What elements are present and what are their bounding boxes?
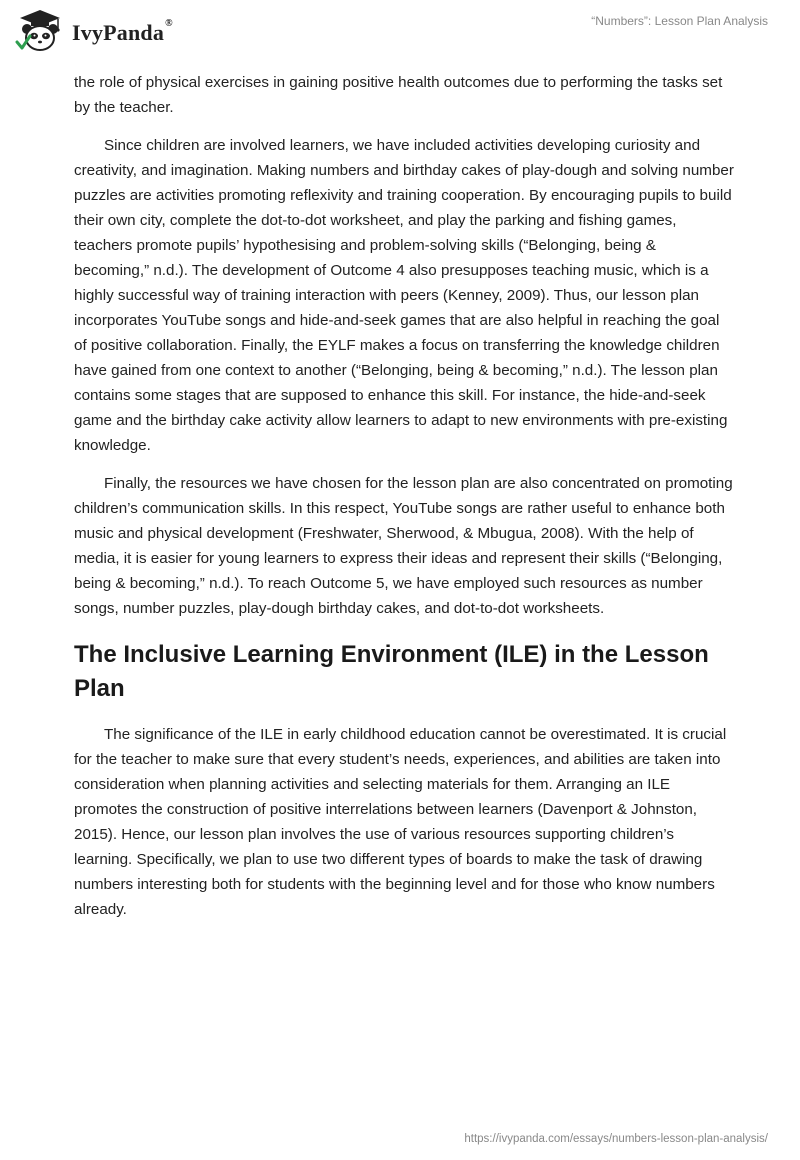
paragraph-continuation: the role of physical exercises in gaining positive health outcomes due to performing the tasks set by the teacher. [74,74,723,116]
document-title: “Numbers”: Lesson Plan Analysis [591,14,768,28]
panda-graduate-icon [14,8,66,54]
page-header [0,0,800,60]
paragraph-resources: Finally, the resources we have chosen for the lesson plan are also concentrated on promoting children’s communication skills. In this respect, YouTube songs are rather useful to enhance both music and physical development (Freshwater, Sherwood, & Mbugua, 2008). With the help of media, it is easier for young learners to express their ideas and represent their skills (“Belonging, being & becoming,” n.d.). To reach Outcome 5, we have employed such resources as number songs, number puzzles, play-dough birthday cakes, and dot-to-dot worksheets. [74,475,733,617]
brand-text: IvyPanda [72,20,165,45]
paragraph-involved-learners: Since children are involved learners, we have included activities developing curiosity and creativity, and imagination. Making numbers and birthday cakes of play-dough and solving number puzzles are activities promoting reflexivity and training cooperation. By encouraging pupils to build their own city, complete the dot-to-dot worksheet, and play the parking and fishing games, teachers promote pupils’ hypothesising and problem-solving skills (“Belonging, being & becoming,” n.d.). The development of Outcome 4 also presupposes teaching music, which is a highly successful way of training interaction with peers (Kenney, 2009). Thus, our lesson plan incorporates YouTube songs and hide-and-seek games that are also helpful in reaching the goal of positive collaboration. Finally, the EYLF makes a focus on transferring the knowledge children have gained from one context to another (“Belonging, being & becoming,” n.d.). The lesson plan contains some stages that are supposed to enhance this skill. For instance, the hide-and-seek game and the birthday cake activity allow learners to adapt to new environments with pre-existing knowledge. [74,137,734,454]
essay-content [74,70,734,935]
source-url[interactable]: https://ivypanda.com/essays/numbers-lesson-plan-analysis/ [464,1133,768,1145]
registered-mark: ® [165,18,173,29]
ivypanda-logo[interactable] [14,8,173,54]
paragraph-ile-significance: The significance of the ILE in early childhood education cannot be overestimated. It is crucial for the teacher to make sure that every student’s needs, experiences, and abilities are taken into consideration when planning activities and selecting materials for them. Arranging an ILE promotes the construction of positive interrelations between learners (Davenport & Johnston, 2015). Hence, our lesson plan involves the use of various resources supporting children’s learning. Specifically, we plan to use two different types of boards to make the task of drawing numbers interesting both for students with the beginning level and for those who know numbers already. [74,726,727,918]
section-heading-ile: The Inclusive Learning Environment (ILE) in the Lesson Plan [74,641,709,702]
brand-name [72,20,173,46]
